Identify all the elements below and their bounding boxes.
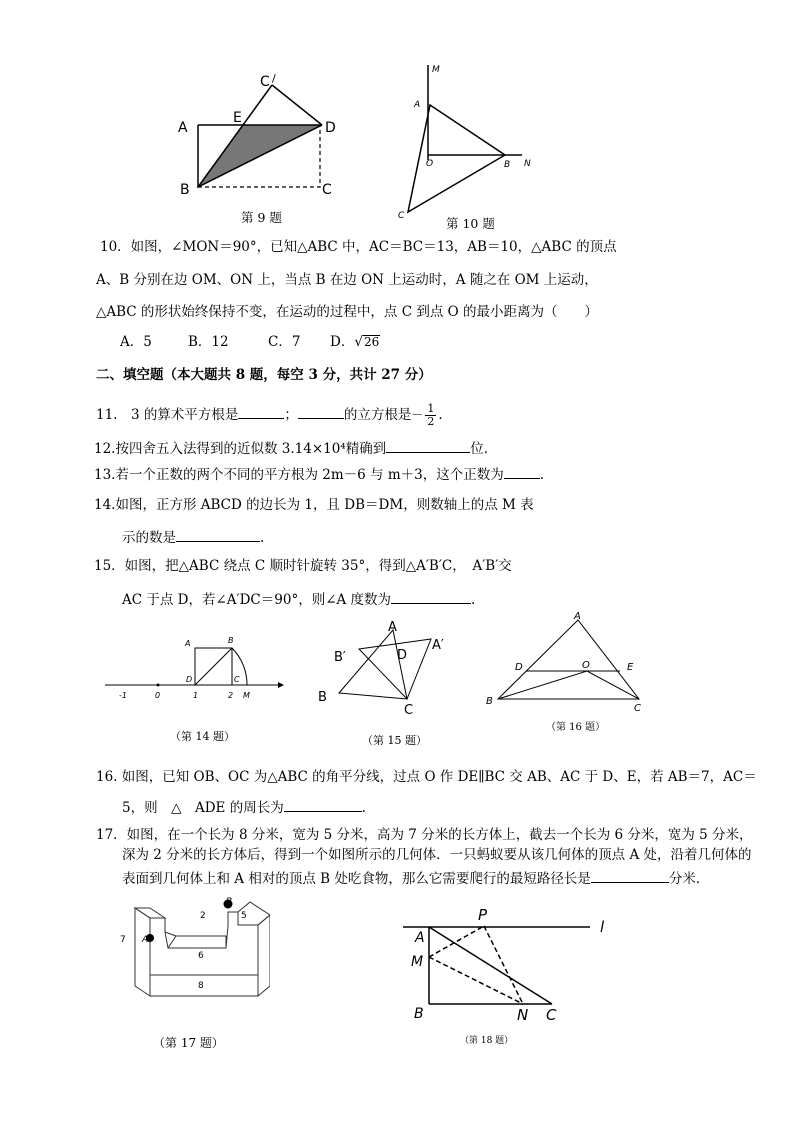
label-m: M bbox=[432, 65, 440, 75]
q11-blank-1[interactable] bbox=[238, 404, 284, 419]
label-7: 7 bbox=[120, 935, 126, 945]
label-2: 2 bbox=[200, 911, 206, 921]
q11: 11. 3 的算术平方根是 ； 的立方根是－ $\frac{1}{2}$ . bbox=[96, 402, 443, 428]
label-6: 6 bbox=[198, 951, 204, 961]
q12-blank[interactable] bbox=[386, 438, 470, 453]
figure-18-caption: （第 18 题） bbox=[460, 1036, 514, 1046]
q14-line2: 示的数是 . bbox=[122, 527, 264, 547]
q10-line2: A、B 分别在边 OM、ON 上，当点 B 在边 ON 上运动时，A 随之在 OM 上运动， bbox=[96, 272, 598, 288]
label-d: D bbox=[325, 120, 336, 136]
label-c: C bbox=[404, 703, 414, 718]
q15-line2: AC 于点 D，若∠A′DC＝90°，则∠A 度数为 . bbox=[122, 589, 475, 609]
label-c-prime: C bbox=[260, 74, 270, 90]
label-a-prime: A′ bbox=[432, 638, 444, 653]
label-o: O bbox=[582, 660, 590, 671]
label-c: C bbox=[322, 182, 332, 198]
q16-line1: 16. 如图，已知 OB、OC 为△ABC 的角平分线，过点 O 作 DE∥BC 交 AB、AC 于 D、E，若 AB＝7，AC＝ bbox=[96, 769, 757, 785]
figure-15 bbox=[310, 615, 460, 720]
q16-blank[interactable] bbox=[284, 797, 362, 812]
figure-16 bbox=[480, 608, 660, 713]
tick-0: 0 bbox=[155, 691, 161, 700]
q13-blank[interactable] bbox=[504, 464, 540, 479]
label-b: B bbox=[228, 636, 234, 645]
label-a: A bbox=[415, 930, 425, 946]
label-a: A bbox=[414, 100, 421, 110]
figure-15-caption: （第 15 题） bbox=[362, 734, 427, 747]
q10-option-d: D．√26 bbox=[330, 334, 380, 350]
q10-option-c: C．7 bbox=[268, 334, 301, 350]
label-m: M bbox=[411, 954, 424, 970]
label-prime-mark: / bbox=[272, 72, 276, 85]
q10-line3: △ABC 的形状始终保持不变，在运动的过程中，点 C 到点 O 的最小距离为（ ） bbox=[96, 304, 598, 320]
q10-option-a: A．5 bbox=[120, 334, 152, 350]
tick-1: 1 bbox=[193, 691, 199, 700]
label-n: N bbox=[524, 159, 531, 169]
label-b: B bbox=[504, 160, 511, 170]
figure-10 bbox=[390, 60, 540, 220]
label-d: D bbox=[515, 662, 523, 673]
label-c: C bbox=[234, 675, 240, 684]
figure-10-caption: 第 10 题 bbox=[446, 216, 495, 231]
label-p: P bbox=[478, 906, 488, 924]
q11-blank-2[interactable] bbox=[298, 404, 344, 419]
label-b: B bbox=[180, 182, 190, 198]
fraction: $\frac{1}{2}$ bbox=[427, 402, 435, 428]
label-a: A bbox=[388, 620, 397, 635]
label-d: D bbox=[397, 648, 408, 663]
q10-option-b: B．12 bbox=[188, 334, 229, 350]
label-c: C bbox=[546, 1006, 557, 1024]
q17-line2: 深为 2 分米的长方体后，得到一个如图所示的几何体．一只蚂蚁要从该几何体的顶点 A 处，沿着几何体的 bbox=[122, 847, 752, 863]
label-e: E bbox=[233, 110, 242, 126]
label-n: N bbox=[517, 1006, 529, 1024]
q15-blank[interactable] bbox=[391, 589, 471, 604]
label-a: A bbox=[178, 120, 188, 136]
tick-2: 2 bbox=[228, 691, 234, 700]
label-b: B bbox=[486, 696, 493, 707]
label-m: M bbox=[243, 691, 250, 700]
q12: 12.按四舍五入法得到的近似数 3.14×10⁴精确到 位． bbox=[94, 438, 497, 458]
label-b: B bbox=[318, 690, 327, 705]
label-5: 5 bbox=[241, 911, 247, 921]
label-b: B bbox=[414, 1006, 424, 1022]
q14-blank[interactable] bbox=[176, 527, 260, 542]
tick-minus-1: -1 bbox=[119, 691, 127, 700]
figure-18 bbox=[395, 900, 635, 1025]
label-a: A bbox=[574, 611, 581, 622]
label-c: C bbox=[398, 211, 405, 220]
label-d: D bbox=[186, 675, 193, 684]
figure-14-caption: （第 14 题） bbox=[170, 730, 235, 743]
figure-17 bbox=[110, 890, 270, 1015]
q17-line3: 表面到几何体上和 A 相对的顶点 B 处吃食物，那么它需要爬行的最短路径长是 分米． bbox=[122, 868, 709, 888]
label-8: 8 bbox=[198, 981, 204, 991]
label-l: l bbox=[600, 918, 605, 936]
figure-17-caption: （第 17 题） bbox=[153, 1036, 224, 1050]
figure-16-caption: （第 16 题） bbox=[546, 722, 606, 733]
label-a: A bbox=[185, 639, 191, 648]
figure-14 bbox=[100, 632, 290, 712]
label-e: E bbox=[627, 662, 634, 673]
q17-line1: 17．如图，在一个长为 8 分米，宽为 5 分米，高为 7 分米的长方体上，截去一个长为 6 分米，宽为 5 分米， bbox=[96, 827, 753, 843]
label-a: A bbox=[142, 935, 149, 945]
q14-line1: 14.如图，正方形 ABCD 的边长为 1，且 DB＝DM，则数轴上的点 M 表 bbox=[94, 497, 534, 513]
label-o: O bbox=[426, 159, 434, 169]
label-c: C bbox=[634, 703, 641, 713]
figure-9 bbox=[170, 72, 340, 202]
q16-line2: 5，则 △ ADE 的周长为 . bbox=[122, 797, 366, 817]
q17-blank[interactable] bbox=[591, 868, 669, 883]
q15-line1: 15．如图，把△ABC 绕点 C 顺时针旋转 35°，得到△A′B′C， A′B′交 bbox=[94, 558, 512, 574]
label-b-prime: B′ bbox=[334, 650, 346, 665]
q13: 13.若一个正数的两个不同的平方根为 2m－6 与 m＋3，这个正数为 . bbox=[94, 464, 544, 484]
q10-line1: 10．如图，∠MON＝90°，已知△ABC 中，AC＝BC＝13，AB＝10，△ABC 的顶点 bbox=[100, 239, 617, 255]
section-2-title: 二、填空题（本大题共 8 题，每空 3 分，共计 27 分） bbox=[96, 367, 432, 383]
sqrt-radicand: 26 bbox=[363, 335, 380, 349]
label-b: B bbox=[226, 897, 233, 907]
figure-9-caption: 第 9 题 bbox=[241, 210, 282, 225]
